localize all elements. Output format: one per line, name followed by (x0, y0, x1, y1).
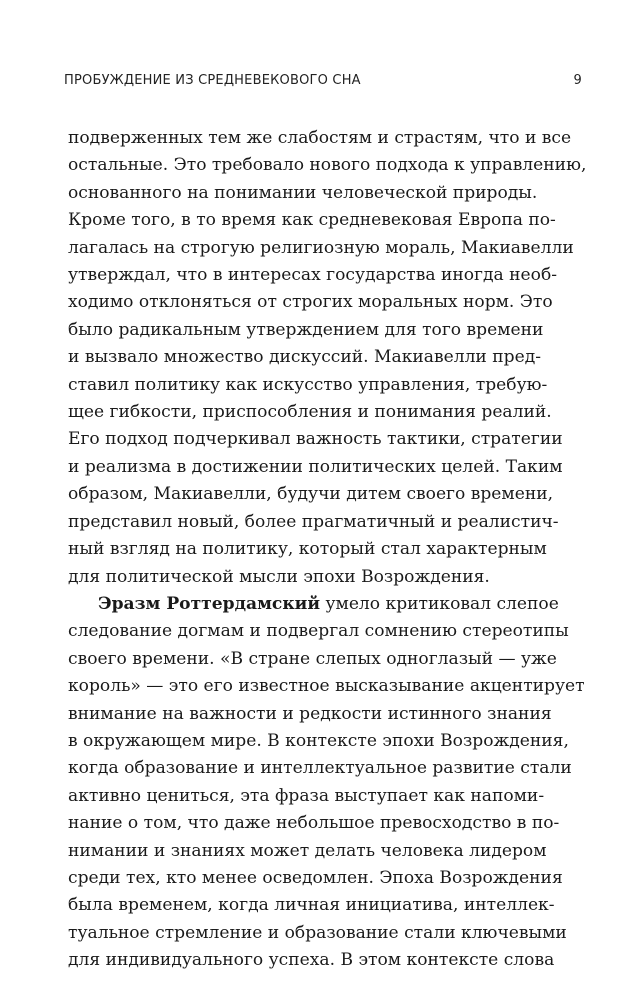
text-line: утверждал, что в интересах государства иногда необ- (68, 265, 558, 286)
running-head (64, 73, 582, 91)
text-line: лагалась на строгую религиозную мораль, Макиавелли (68, 237, 574, 258)
text-line: была временем, когда личная инициатива, интеллек- (68, 895, 555, 916)
text-line: для индивидуального успеха. В этом контексте слова (68, 950, 555, 971)
text-line: ходимо отклоняться от строгих моральных норм. Это (68, 292, 553, 313)
paragraph-erasmus (68, 591, 584, 975)
text-line: нимании и знаниях может делать человека лидером (68, 840, 547, 861)
text-line: следование догмам и подвергал сомнению стереотипы (68, 621, 569, 642)
text-line: представил новый, более прагматичный и реалистич- (68, 511, 559, 532)
text-line: король» — это его известное высказывание акцентирует (68, 676, 585, 697)
text-line: когда образование и интеллектуальное развитие стали (68, 758, 572, 779)
text-line: ный взгляд на политику, который стал характерным (68, 539, 547, 560)
text-line: подверженных тем же слабостям и страстям, что и все (68, 128, 572, 148)
page-number: 9 (573, 73, 582, 88)
text-line: нание о том, что даже небольшое превосходство в по- (68, 813, 560, 834)
text-line: основанного на понимании человеческой природы. (68, 182, 538, 203)
text-line: Его подход подчеркивал важность тактики, стратегии (68, 429, 563, 450)
text-line: для политической мысли эпохи Возрождения. (68, 566, 490, 587)
running-title: ПРОБУЖДЕНИЕ ИЗ СРЕДНЕВЕКОВОГО СНА (64, 73, 361, 88)
body-text (68, 125, 587, 975)
text-line: щее гибкости, приспособления и понимания реалий. (68, 402, 552, 423)
text-line: и вызвало множество дискуссий. Макиавелли пред- (68, 347, 542, 368)
text-line: активно цениться, эта фраза выступает как напоми- (68, 785, 545, 806)
text-line: среди тех, кто менее осведомлен. Эпоха Возрождения (68, 867, 563, 888)
text-line: туальное стремление и образование стали ключевыми (68, 922, 567, 943)
text-line: ставил политику как искусство управления, требую- (68, 374, 548, 395)
lead-rest: умело критиковал слепое (320, 593, 559, 614)
paragraph-lead-line (68, 591, 584, 618)
paragraph-machiavelli (68, 125, 587, 591)
text-line: остальные. Это требовало нового подхода к управлению, (68, 155, 587, 176)
text-line: своего времени. «В стране слепых одноглазый — уже (68, 648, 557, 669)
bold-name: Эразм Роттердамский (98, 593, 321, 614)
text-line: в окружающем мире. В контексте эпохи Возрождения, (68, 730, 569, 751)
text-line: внимание на важности и редкости истинного знания (68, 703, 552, 724)
text-line: Кроме того, в то время как средневековая Европа по- (68, 210, 556, 231)
text-line: образом, Макиавелли, будучи дитем своего времени, (68, 484, 554, 505)
text-line: и реализма в достижении политических целей. Таким (68, 456, 563, 477)
text-line: было радикальным утверждением для того времени (68, 319, 544, 340)
